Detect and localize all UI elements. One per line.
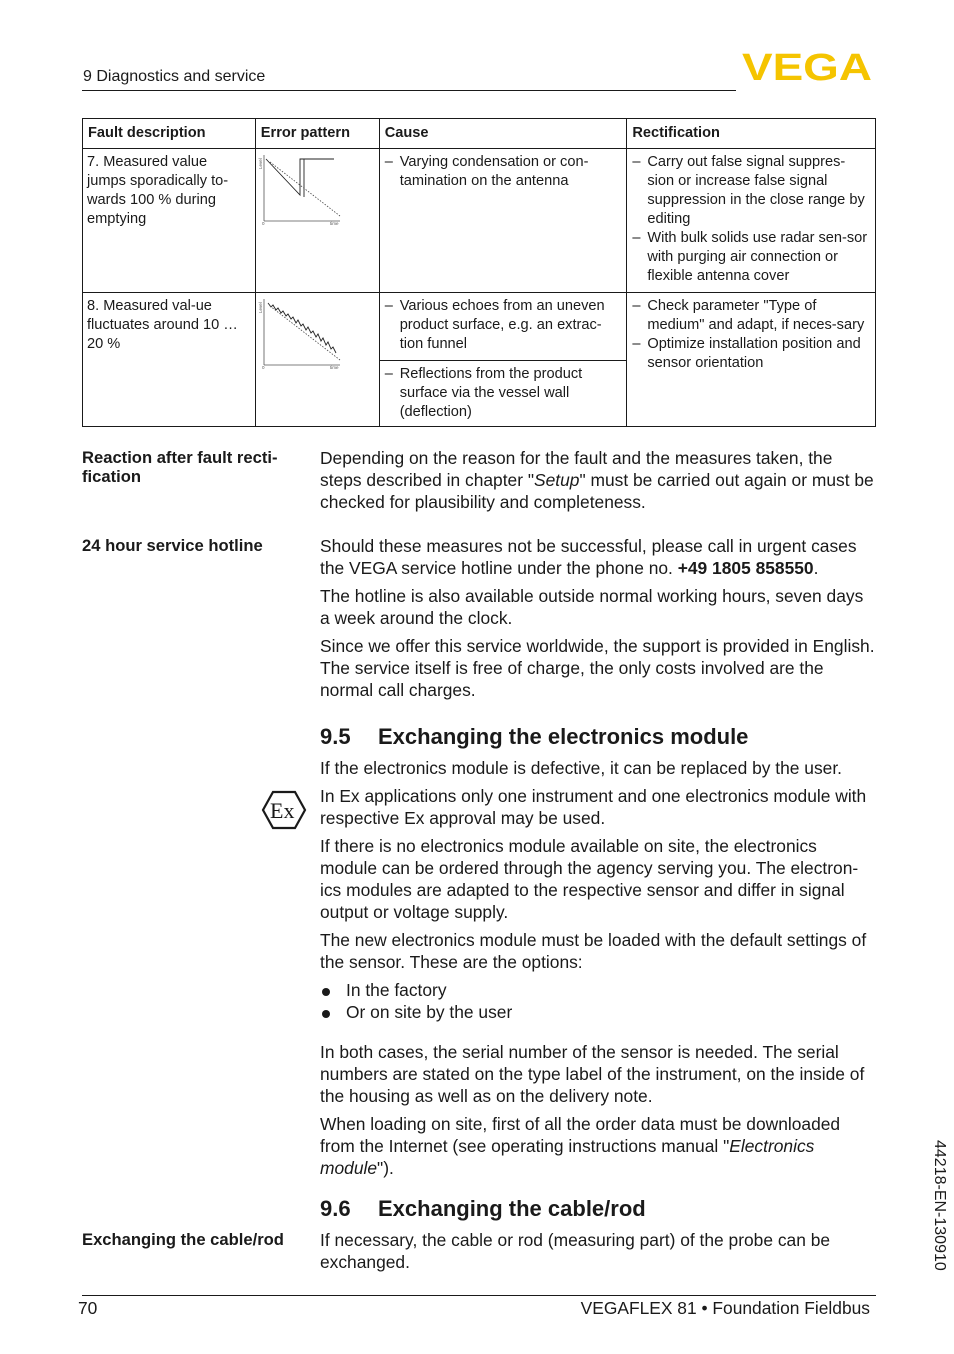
hotline-label: 24 hour service hotline [82, 536, 263, 555]
table-row [83, 293, 876, 361]
svg-text:Ex: Ex [270, 798, 295, 823]
vega-logo [742, 47, 872, 89]
error-pattern-chart-8 [257, 297, 342, 370]
paragraph: If the electronics module is defective, it can be replaced by the user. [320, 758, 843, 778]
header-rule [82, 90, 736, 91]
list-item: – Check parameter "Type of medium" and adapt, if neces-sary [631, 297, 870, 335]
cable-rod-label: Exchanging the cable/rod [82, 1230, 284, 1249]
paragraph: The hotline is also available outside normal working hours, seven days a week around the clock. [320, 586, 864, 628]
paragraph: If necessary, the cable or rod (measuring part) of the probe can be exchanged. [320, 1230, 831, 1272]
footer-product: VEGAFLEX 81 • Foundation Fieldbus [580, 1298, 870, 1318]
rectification-list [631, 297, 870, 373]
svg-text:Level: Level [257, 158, 263, 169]
fault-table [82, 118, 876, 427]
column-header: Cause [379, 119, 627, 149]
column-header: Fault description [83, 119, 256, 149]
cause-list [384, 297, 622, 354]
section-heading-9-5: 9.5 Exchanging the electronics module [320, 724, 749, 749]
svg-text:0: 0 [261, 221, 265, 226]
list-item: – With bulk solids use radar sen-sor with purging air connection or flexible antenna cover [631, 229, 870, 286]
cause-list [384, 153, 622, 191]
error-pattern-cell [255, 149, 379, 293]
list-item: In the factory [320, 979, 876, 1001]
section-heading-9-6: 9.6 Exchanging the cable/rod [320, 1196, 646, 1221]
fault-description: 7. Measured value jumps sporadically to-wards 100 % during emptying [83, 149, 256, 293]
section-9-5-body [320, 757, 876, 1185]
svg-text:VEGA: VEGA [742, 47, 872, 89]
running-header: 9 Diagnostics and service [83, 68, 266, 85]
svg-text:time: time [329, 221, 339, 226]
list-item: – Carry out false signal suppres-sion or increase false signal suppression in the close range by editing [631, 153, 870, 229]
paragraph: Should these measures not be successful, please call in urgent cases the VEGA service hotline under the phone no. +49 1805 858550. [320, 536, 857, 578]
list-item: – Varying condensation or con-tamination on the antenna [384, 153, 622, 191]
section-9-6-body [320, 1229, 876, 1279]
paragraph: If there is no electronics module available on site, the electronics module can be ordered through the agency serving you. The electron-ics modules are adapted to the respective sensor and differ in signal output or voltage supply. [320, 836, 859, 922]
list-item: Or on site by the user [320, 1001, 876, 1023]
cause-cell [379, 293, 627, 361]
rectification-list [631, 153, 870, 286]
list-item: – Various echoes from an uneven product surface, e.g. an extrac-tion funnel [384, 297, 622, 354]
paragraph: The new electronics module must be loaded with the default settings of the sensor. These are the options: [320, 930, 867, 972]
reaction-label: Reaction after fault recti-fication [82, 448, 278, 486]
paragraph: Since we offer this service worldwide, the support is provided in English. The service itself is free of charge, the only costs involved are the normal call charges. [320, 636, 875, 700]
svg-text:Level: Level [257, 302, 263, 313]
hotline-text [320, 535, 876, 707]
list-item: – Reflections from the product surface via the vessel wall (deflection) [384, 365, 622, 422]
column-header: Error pattern [255, 119, 379, 149]
column-header: Rectification [627, 119, 876, 149]
footer-rule [82, 1295, 876, 1296]
rectification-cell [627, 293, 876, 427]
hotline-phone: +49 1805 858550 [677, 558, 814, 578]
ex-approval-icon [262, 790, 306, 830]
reaction-text [320, 447, 876, 519]
paragraph: In both cases, the serial number of the sensor is needed. The serial numbers are stated on the type label of the instrument, on the inside of the housing as well as on the delivery note. [320, 1042, 865, 1106]
rectification-cell [627, 149, 876, 293]
document-code: 44218-EN-130910 [931, 1140, 948, 1271]
paragraph: In Ex applications only one instrument and one electronics module with respective Ex approval may be used. [320, 786, 867, 828]
cause-cell [379, 361, 627, 427]
table-row [83, 149, 876, 293]
svg-text:0: 0 [261, 365, 265, 370]
paragraph: Depending on the reason for the fault and the measures taken, the steps described in chapter "Setup" must be carried out again or must be checked for plausibility and completeness. [320, 448, 874, 512]
paragraph: When loading on site, first of all the order data must be downloaded from the Internet (see operating instructions manual "Electronics module"). [320, 1114, 841, 1178]
cause-list [384, 365, 622, 422]
options-list [320, 979, 876, 1023]
error-pattern-cell [255, 293, 379, 427]
cause-cell [379, 149, 627, 293]
list-item: – Optimize installation position and sensor orientation [631, 335, 870, 373]
fault-description: 8. Measured val-ue fluctuates around 10 … 20 % [83, 293, 256, 427]
page-number: 70 [78, 1298, 98, 1318]
svg-text:time: time [329, 365, 339, 370]
table-header-row [83, 119, 876, 149]
error-pattern-chart-7 [257, 153, 342, 226]
